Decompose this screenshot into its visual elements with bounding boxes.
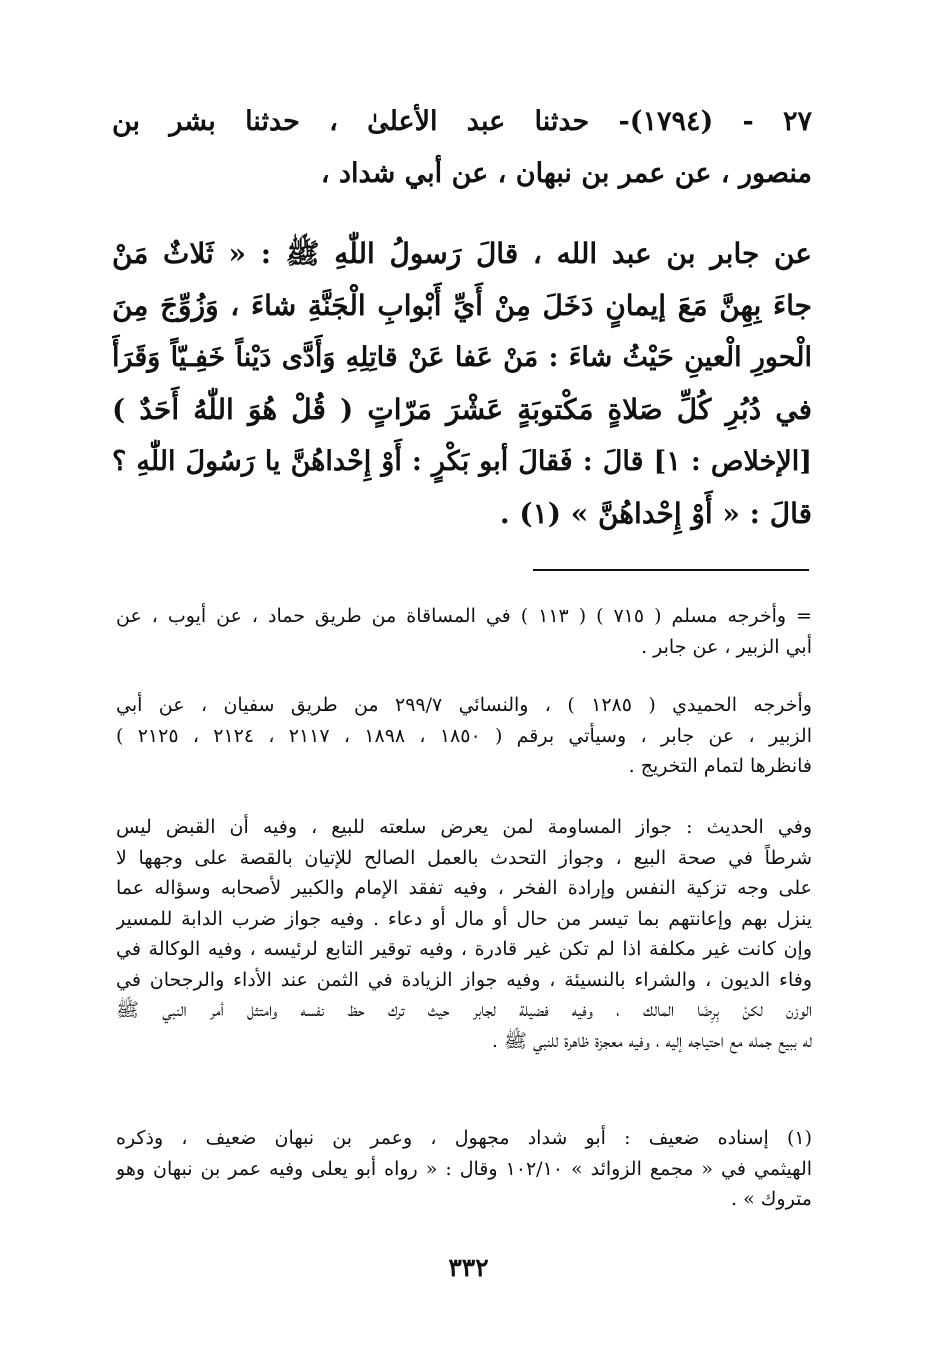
footnote-line: فانظرها لتمام التخريج . (628, 755, 812, 777)
hadith-isnad (112, 96, 812, 200)
footnote-line: الوزن لكنْ بِرِضَا المالك ، وفيه فضيلة لجابر حيث ترك حظ نفسه وامتثل أمر النبي ﷺ (116, 999, 812, 1021)
matn-line: الْحورِ الْعينِ حَيْثُ شاءَ : مَنْ عَفا عَنْ قاتِلِهِ وَأَدَّى دَيْناً خَفِـيّاً وَقَرَأَ (112, 342, 812, 373)
matn-line: عن جابر بن عبد الله ، قالَ رَسولُ اللّٰهِ ﷺ : « ثَلاثٌ مَنْ (112, 237, 812, 270)
footnote-paragraph (116, 601, 812, 662)
footnote-line: وإن كانت غير مكلفة اذا لم تكن غير قادرة ، وفيه توقير التابع لرئيسه ، وفيه الوكالة في (116, 938, 812, 960)
matn-line: قالَ : « أَوْ إِحْداهُنَّ » (١) . (499, 497, 812, 530)
footnote-paragraph (116, 690, 812, 782)
isnad-line: منصور ، عن عمر بن نبهان ، عن أبي شداد ، (320, 158, 812, 189)
footnote-line: وأخرجه الحميدي ( ١٢٨٥ ) ، والنسائي ٢٩٩/٧ من طريق سفيان ، عن أبي (116, 694, 812, 716)
footnote-line: على وجه تزكية النفس وإرادة الفخر ، وفيه تفقد الإمام والكبير لأصحابه وسؤاله عما (116, 877, 812, 899)
footnote-line: أبي الزبير ، عن جابر . (641, 635, 812, 658)
footnote-line: وفاء الديون ، والشراء بالنسيئة ، وفيه جواز الزيادة في الثمن عند الأداء والرجحان في (116, 968, 812, 991)
footnote-paragraph (116, 812, 812, 1056)
hadith-matn (112, 228, 812, 540)
footnote-line: متروك » . (731, 1188, 812, 1210)
footnote-line: شرطاً في صحة البيع ، وجواز التحدث بالعمل الصالح للإتيان بالقصة على وجهها لا (116, 846, 812, 869)
matn-line: في دُبُرِ كُلِّ صَلاةٍ مَكْتوبَةٍ عَشْرَ مَرّاتٍ ( قُلْ هُوَ اللّٰهُ أَحَدٌ ) (112, 393, 812, 426)
footnote-line: وفي الحديث : جواز المساومة لمن يعرض سلعته للبيع ، وفيه أن القبض ليس (116, 816, 812, 838)
isnad-line: ٢٧ - (١٧٩٤)- حدثنا عبد الأعلىٰ ، حدثنا بشر بن (112, 106, 812, 137)
footnote-line: (١) إسناده ضعيف : أبو شداد مجهول ، وعمر بن نبهان ضعيف ، وذكره (116, 1127, 812, 1149)
footnote-line: له ببيع جمله مع احتياجه إليه ، وفيه معجزة ظاهرة للنبي ﷺ . (491, 1029, 812, 1052)
footnote-paragraph (116, 1123, 812, 1215)
footnote-separator (533, 569, 809, 571)
matn-line: جاءَ بِهِنَّ مَعَ إيمانٍ دَخَلَ مِنْ أَيِّ أَبْوابِ الْجَنَّةِ شاءَ ، وَزُوِّجَ مِنَ (112, 289, 812, 322)
footnote-line: الهيثمي في « مجمع الزوائد » ١٠٢/١٠ وقال : « رواه أبو يعلى وفيه عمر بن نبهان وهو (116, 1157, 812, 1180)
footnote-line: = وأخرجه مسلم ( ٧١٥ ) ( ١١٣ ) في المساقاة من طريق حماد ، عن أيوب ، عن (116, 605, 812, 627)
footnote-line: الزبير ، عن جابر ، وسيأتي برقم ( ١٨٥٠ ، ١٨٩٨ ، ٢١١٧ ، ٢١٢٤ ، ٢١٢٥ ) (116, 724, 812, 747)
page-number: ٣٣٢ (448, 1253, 489, 1282)
matn-line: [الإخلاص : ١] قالَ : فَقالَ أبو بَكْرٍ : أَوْ إِحْداهُنَّ يا رَسُولَ اللّٰهِ ؟ (112, 446, 812, 477)
footnote-line: ينزل بهم وإعانتهم بما تيسر من حال أو مال أو دعاء . وفيه جواز ضرب الدابة للمسير (116, 907, 812, 930)
